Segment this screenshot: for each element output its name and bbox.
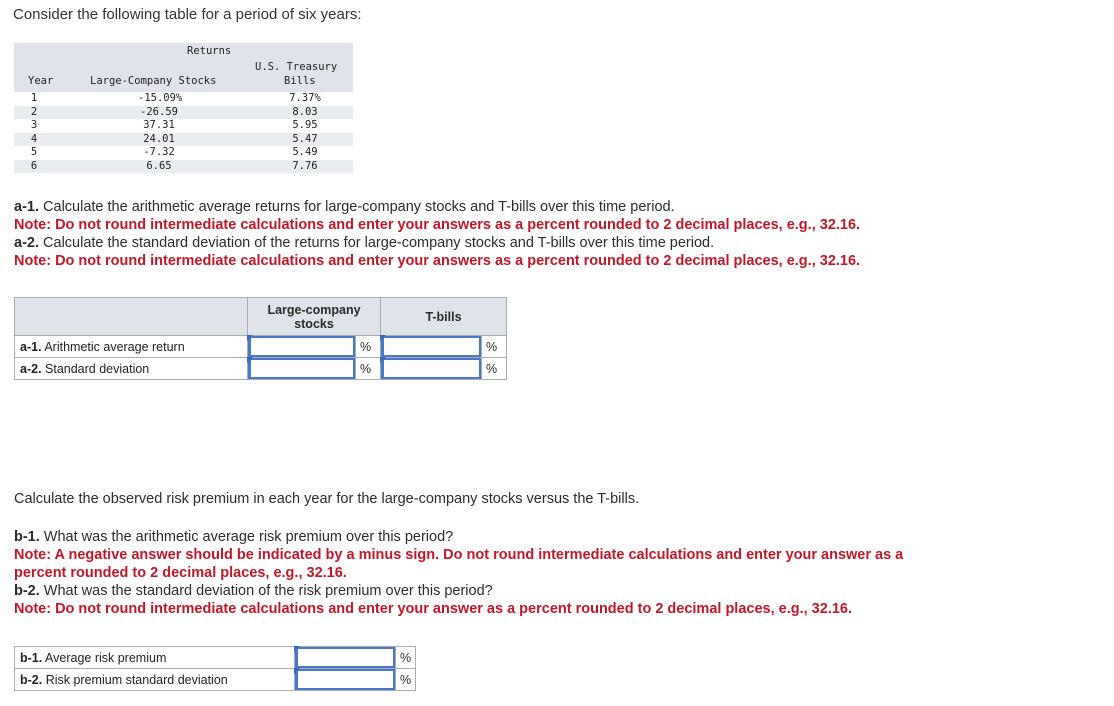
a1-question: Calculate the arithmetic average returns for large-company stocks and T-bills over this time period. [39,199,675,215]
stocks-cell: 24.01 [143,132,175,145]
a1-note: Note: Do not round intermediate calculations and enter your answers as a percent rounded to 2 decimal places, e.g., 32.16. [14,217,861,233]
a2-tbills-input[interactable] [381,358,481,379]
col-header-year: Year [28,75,54,87]
input-flag-icon [294,646,300,652]
row-label-b1-text: Average risk premium [42,650,167,665]
b2-note: Note: Do not round intermediate calculations and enter your answer as a percent rounded to 2 decimal places, e.g., 32.16. [14,601,852,617]
year-cell: 4 [30,132,38,145]
year-cell: 1 [30,92,38,104]
percent-unit: % [482,358,507,380]
returns-table-row [14,133,353,147]
year-cell: 3 [30,119,38,131]
part-b-intro: Calculate the observed risk premium in each year for the large-company stocks versus the T-bills. [14,491,640,507]
stocks-cell: -7.32 [143,146,175,158]
row-label-b2-text: Risk premium standard deviation [42,672,228,687]
row-label-a2-text: Standard deviation [41,361,150,376]
answer-table-a-corner [15,298,248,336]
col-header-bills-line2: Bills [284,75,316,87]
b2-label: b-2. [14,583,40,599]
answer-row-b1 [15,647,416,669]
input-flag-icon [294,668,300,674]
stocks-cell: -26.59 [140,105,178,118]
row-label-a2 [15,358,248,380]
returns-table [14,43,353,173]
b1-label: b-1. [14,529,40,545]
returns-group-header: Returns [187,45,232,57]
row-label-a1 [15,336,248,358]
returns-table-row [14,146,353,160]
col-header-large-company-stocks [248,298,381,336]
a2-question: Calculate the standard deviation of the returns for large-company stocks and T-bills over this time period. [39,235,715,251]
b2-std-dev-input[interactable] [295,669,395,690]
row-label-b2-prefix: b-2. [20,672,43,687]
b1-question: What was the arithmetic average risk premium over this period? [39,529,454,545]
answer-row-b2 [15,669,416,691]
col-header-stocks: Large-Company Stocks [90,75,217,87]
b1-risk-premium-input[interactable] [295,647,395,668]
percent-unit: % [396,669,416,691]
bills-cell: 7.37% [289,92,321,104]
a1-label: a-1. [14,199,39,215]
row-label-b1 [15,647,295,669]
answer-table-b [14,646,416,691]
part-a-questions [14,198,860,270]
input-flag-icon [247,335,253,341]
row-label-a2-prefix: a-2. [20,361,42,376]
col-header-t-bills: T-bills [381,298,507,336]
intro-text: Consider the following table for a period of six years: [13,6,362,23]
returns-table-row [14,160,353,174]
col-header-stocks-line2: stocks [294,316,334,331]
a1-tbills-input[interactable] [381,336,481,357]
bills-cell: 7.76 [292,159,318,172]
percent-unit: % [396,647,416,669]
a1-stocks-input[interactable] [248,336,355,357]
input-flag-icon [380,335,386,341]
a2-stocks-input[interactable] [248,358,355,379]
stocks-cell: 37.31 [143,119,175,131]
answer-row-a1 [15,336,507,358]
answer-table-a [14,297,507,380]
stocks-cell: 6.65 [146,159,172,172]
row-label-b1-prefix: b-1. [20,650,43,665]
answer-row-a2 [15,358,507,380]
returns-table-row [14,92,353,106]
bills-cell: 5.47 [292,132,318,145]
a2-note: Note: Do not round intermediate calculations and enter your answers as a percent rounded to 2 decimal places, e.g., 32.16. [14,253,861,269]
row-label-b2 [15,669,295,691]
col-header-stocks-line1: Large-company [267,302,361,317]
a2-label: a-2. [14,235,39,251]
b1-note-line2: percent rounded to 2 decimal places, e.g., 32.16. [14,565,347,581]
percent-unit: % [482,336,507,358]
bills-cell: 5.95 [292,119,318,131]
year-cell: 5 [30,146,38,158]
input-flag-icon [247,357,253,363]
percent-unit: % [356,358,381,380]
returns-table-row [14,119,353,133]
b2-question: What was the standard deviation of the risk premium over this period? [39,583,493,599]
bills-cell: 5.49 [292,146,318,158]
col-header-bills-line1: U.S. Treasury [255,61,338,73]
returns-table-row [14,106,353,120]
b1-note-line1: Note: A negative answer should be indicated by a minus sign. Do not round intermediate calculations and enter your answer as a [14,547,904,563]
returns-table-header [14,43,353,92]
year-cell: 6 [30,159,38,172]
part-b-questions [14,528,903,618]
percent-unit: % [356,336,381,358]
stocks-cell: -15.09% [138,92,183,104]
year-cell: 2 [30,105,38,118]
bills-cell: 8.03 [292,105,318,118]
row-label-a1-text: Arithmetic average return [41,339,185,354]
row-label-a1-prefix: a-1. [20,339,42,354]
input-flag-icon [380,357,386,363]
